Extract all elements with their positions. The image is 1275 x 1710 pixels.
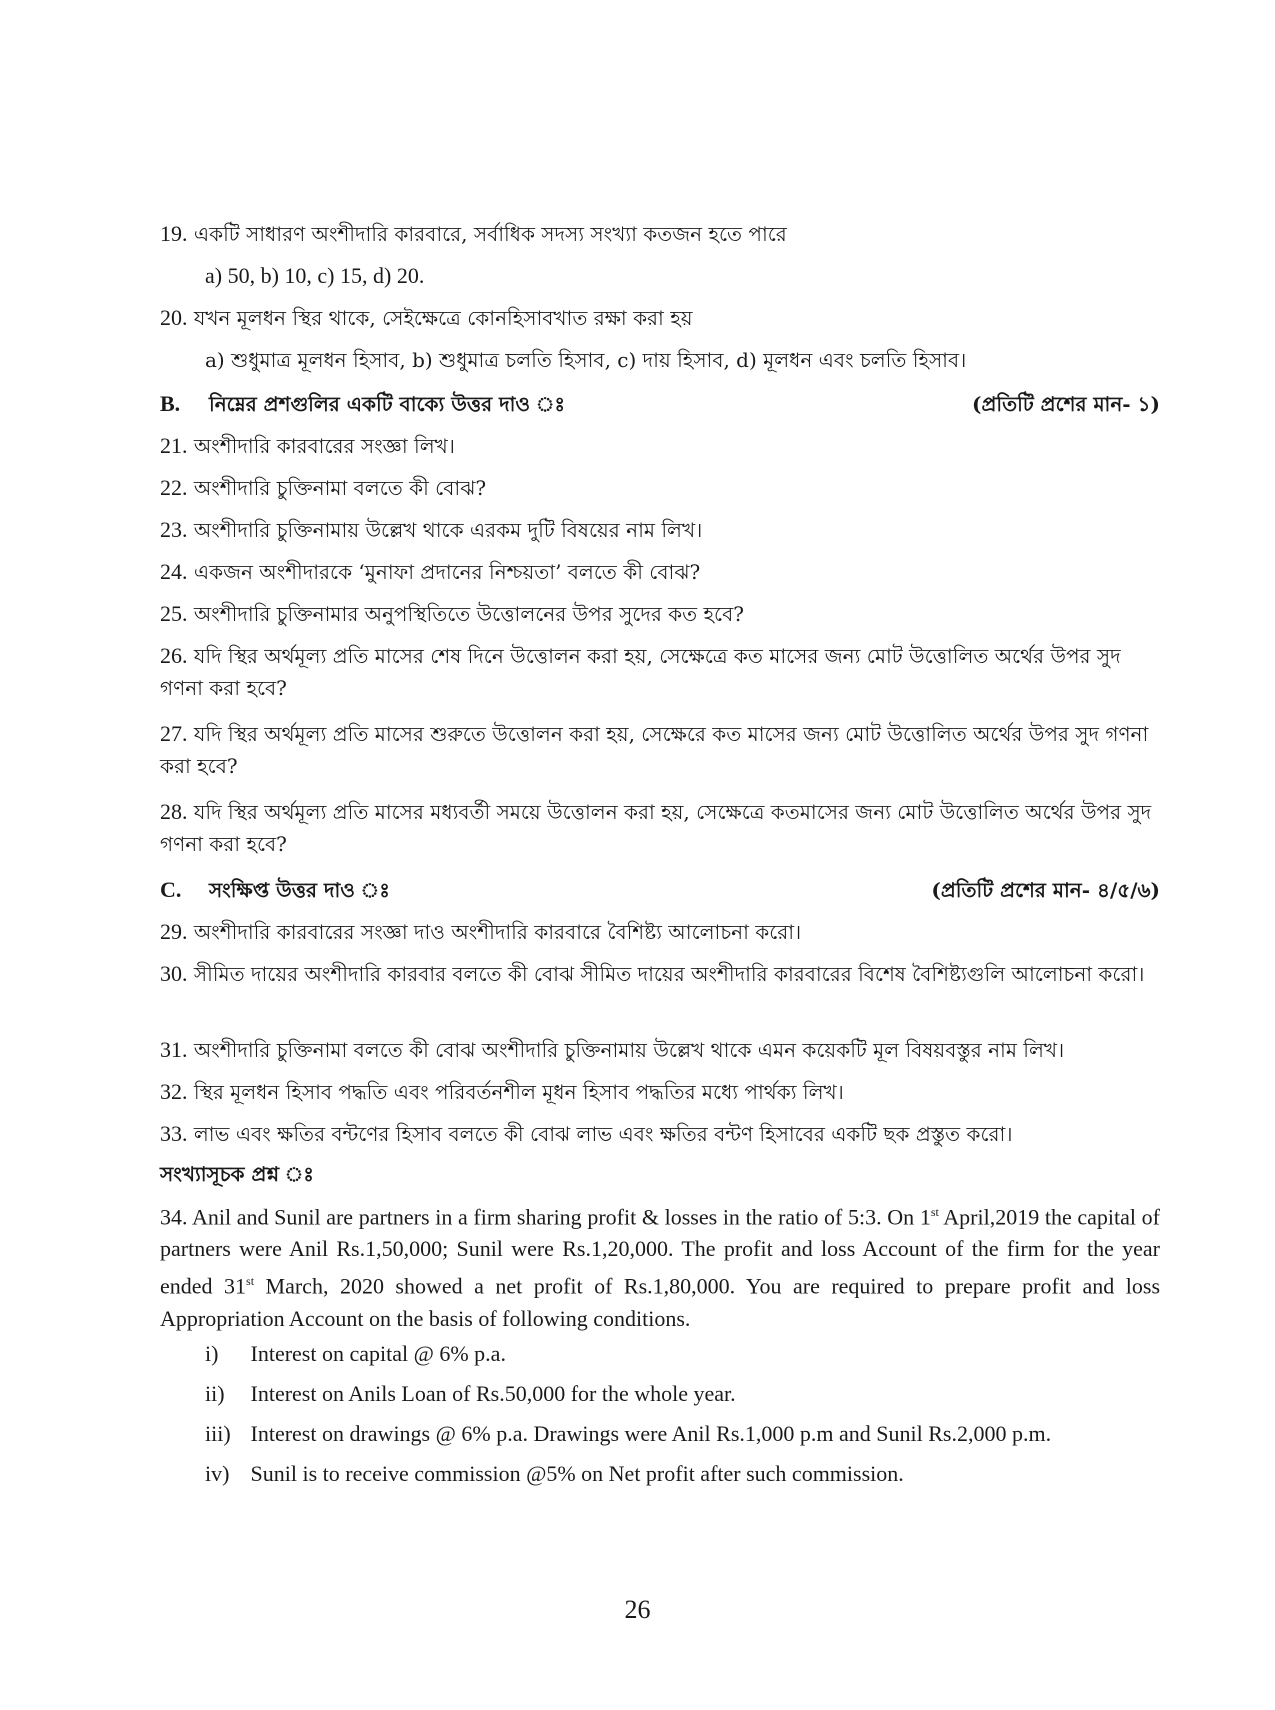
condition-text: Sunil is to receive commission @5% on Net profit after such commission. [250,1461,904,1486]
condition-text: Interest on drawings @ 6% p.a. Drawings were Anil Rs.1,000 p.m and Sunil Rs.2,000 p.m. [250,1421,1052,1446]
question-number: 21. [160,433,188,458]
question-text: অংশীদারি কারবারের সংজ্ঞা লিখ। [193,434,455,458]
condition-item [205,1418,1165,1450]
question-text: স্থির মূলধন হিসাব পদ্ধতি এবং পরিবর্তনশীল মূধন হিসাব পদ্ধতির মধ্যে পার্থক্য লিখ। [193,1080,844,1104]
question-number: 23. [160,517,188,542]
question-number: 19. [160,221,188,246]
question-text-part-2: April,2019 the capital of partners were Anil Rs.1,50,000; Sunil were Rs.1,20,000. The profit and loss Account of the firm for the year ended 31 [160,1204,1160,1299]
question-25 [160,598,1160,630]
question-number: 27. [160,721,188,746]
question-number: 26. [160,643,188,668]
condition-number: iii) [205,1421,231,1446]
question-number: 34. [160,1204,188,1230]
question-text: অংশীদারি চুক্তিনামা বলতে কী বোঝ অংশীদারি চুক্তিনামায় উল্লেখ থাকে এমন কয়েকটি মূল বিষয়বস্তুর নাম লিখ। [193,1038,1065,1062]
section-marks: (প্রতিটি প্রশের মান- ৪/৫/৬) [931,878,1160,902]
question-number: 33. [160,1121,188,1146]
page-number: 26 [624,1595,651,1624]
question-34 [160,1196,1160,1335]
question-number: 20. [160,305,188,330]
question-19 [160,218,1160,250]
question-19-options: a) 50, b) 10, c) 15, d) 20. [205,263,425,288]
question-number: 29. [160,919,188,944]
section-marks: (প্রতিটি প্রশের মান- ১) [971,392,1160,416]
condition-item [205,1458,1165,1490]
superscript: st [246,1274,255,1289]
question-text: অংশীদারি চুক্তিনামা বলতে কী বোঝ? [193,476,487,500]
question-number: 22. [160,475,188,500]
question-22 [160,472,1160,504]
question-number: 28. [160,799,188,824]
question-text: একজন অংশীদারকে ‘মুনাফা প্রদানের নিশ্চয়তা’ বলতে কী বোঝ? [193,560,701,584]
question-number: 30. [160,961,188,986]
question-24 [160,556,1160,588]
condition-item [205,1378,1165,1410]
section-title: সংক্ষিপ্ত উত্তর দাও ঃ [208,878,390,902]
question-number: 31. [160,1037,188,1062]
question-27 [160,718,1160,782]
question-number: 25. [160,601,188,626]
section-b-heading [160,388,1160,420]
condition-item [205,1338,1165,1370]
question-text: যদি স্থির অর্থমূল্য প্রতি মাসের শেষ দিনে উত্তোলন করা হয়, সেক্ষেত্রে কত মাসের জন্য মোট উত্তোলিত অর্থের উপর সুদ গণনা করা হবে? [160,644,1121,700]
question-number: 24. [160,559,188,584]
section-c-heading [160,874,1160,906]
superscript: st [930,1205,939,1219]
question-text: যদি স্থির অর্থমূল্য প্রতি মাসের শুরুতে উত্তোলন করা হয়, সেক্ষেরে কত মাসের জন্য মোট উত্তোলিত অর্থের উপর সুদ গণনা করা হবে? [160,722,1149,778]
question-33 [160,1118,1160,1150]
question-text-part-3: March, 2020 showed a net profit of Rs.1,80,000. You are required to prepare profit and loss Appropriation Account on the basis of following conditions. [160,1273,1161,1331]
question-23 [160,514,1160,546]
question-29 [160,916,1160,948]
question-text: লাভ এবং ক্ষতির বন্টণের হিসাব বলতে কী বোঝ লাভ এবং ক্ষতির বন্টণ হিসাবের একটি ছক প্রস্তুত করো। [193,1122,1013,1146]
question-text: সীমিত দায়ের অংশীদারি কারবার বলতে কী বোঝ সীমিত দায়ের অংশীদারি কারবারের বিশেষ বৈশিষ্ট্যগুলি আলোচনা করো। [193,962,1145,986]
question-text-part-1: Anil and Sunil are partners in a firm sharing profit & losses in the ratio of 5:3. On 1 [191,1204,931,1230]
question-text: অংশীদারি কারবারের সংজ্ঞা দাও অংশীদারি কারবারে বৈশিষ্ট্য আলোচনা করো। [193,920,802,944]
condition-text: Interest on capital @ 6% p.a. [250,1341,506,1366]
section-title: নিম্নের প্রশগুলির একটি বাক্যে উত্তর দাও ঃ [208,392,566,416]
question-32 [160,1076,1160,1108]
question-text: যখন মূলধন স্থির থাকে, সেইক্ষেত্রে কোনহিসাবখাত রক্ষা করা হয় [193,306,693,330]
condition-text: Interest on Anils Loan of Rs.50,000 for the whole year. [250,1381,736,1406]
section-label: B. [160,391,181,416]
condition-number: ii) [205,1381,225,1406]
question-text: অংশীদারি চুক্তিনামায় উল্লেখ থাকে এরকম দুটি বিষয়ের নাম লিখ। [193,518,703,542]
question-text: অংশীদারি চুক্তিনামার অনুপস্থিতিতে উত্তোলনের উপর সুদের কত হবে? [193,602,744,626]
question-number: 32. [160,1079,188,1104]
question-28 [160,796,1160,860]
numerical-heading: সংখ্যাসূচক প্রশ্ন ঃ [160,1162,314,1186]
question-21 [160,430,1160,462]
question-text: যদি স্থির অর্থমূল্য প্রতি মাসের মধ্যবর্তী সময়ে উত্তোলন করা হয়, সেক্ষেত্রে কতমাসের জন্য মোট উত্তোলিত অর্থের উপর সুদ গণনা করা হবে? [160,800,1152,856]
question-26 [160,640,1160,704]
section-label: C. [160,877,182,902]
condition-number: i) [205,1341,219,1366]
question-31 [160,1034,1160,1066]
question-30 [160,958,1160,990]
question-text: একটি সাধারণ অংশীদারি কারবারে, সর্বাধিক সদস্য সংখ্যা কতজন হতে পারে [193,222,787,246]
question-20 [160,302,1160,334]
question-20-options: a) শুধুমাত্র মূলধন হিসাব, b) শুধুমাত্র চলতি হিসাব, c) দায় হিসাব, d) মূলধন এবং চলতি হিসাব। [205,348,967,372]
condition-number: iv) [205,1461,230,1486]
